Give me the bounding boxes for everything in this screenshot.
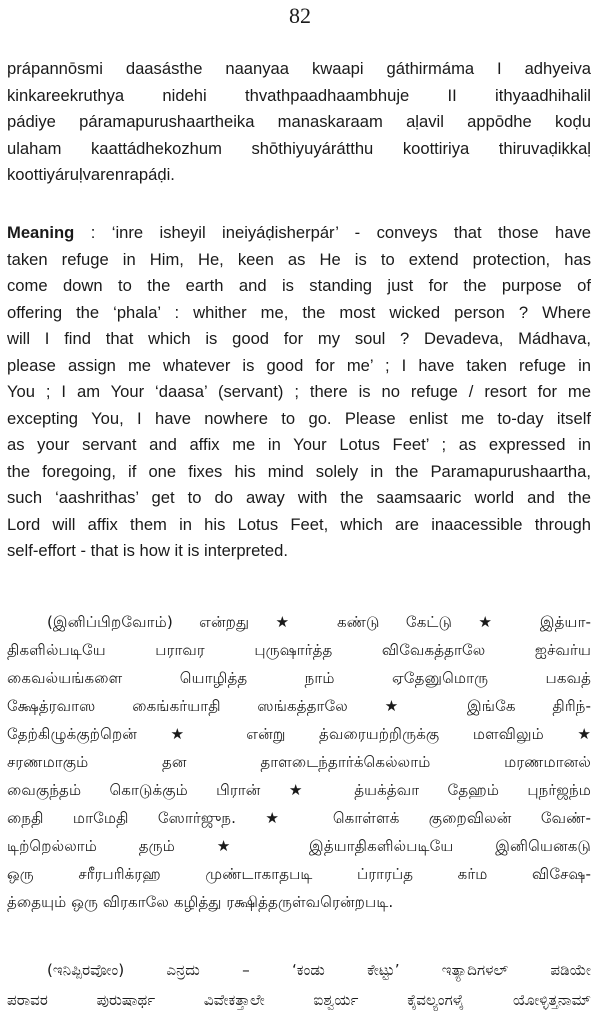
text-line: கைவல்யங்களை யொழித்த நாம் ஏதேனுமொரு பகவத் bbox=[7, 669, 591, 687]
text-line: offering the ‘phala’ : whither me, the most wicked person ? Where bbox=[7, 302, 591, 322]
text-line: வைகுந்தம் கொடுக்கும் பிரான் ★ த்யக்த்வா தேஹம் புநர்ஜந்ம bbox=[7, 781, 591, 799]
text-line: சரணமாகும் தன தாளடைந்தார்க்கெல்லாம் மரணமானல் bbox=[7, 753, 591, 771]
text-line: நைதி மாமேதி ஸோர்ஜுந. ★ கொள்ளக் குறைவிலன் வேண்- bbox=[7, 809, 591, 827]
text-line: such ‘aashrithas’ get to do away with the saamsaaric world and the bbox=[7, 488, 591, 507]
text-line: self-effort - that is how it is interpreted. bbox=[7, 541, 288, 560]
text-line: த்தையும் ஒரு விரகாலே கழித்து ரக்ஷித்தருள்வரென்றபடி. bbox=[7, 893, 394, 911]
text-line: koottiyáruḷvarenrapáḍi. bbox=[7, 165, 175, 184]
text-line: You ; I am Your ‘daasa’ (servant) ; there is no refuge / resort for me bbox=[7, 382, 591, 401]
page-number: 82 bbox=[289, 3, 311, 28]
text-line: prápannōsmi daasásthe naanyaa kwaapi gáthirmáma I adhyeiva bbox=[7, 59, 591, 78]
text-line: kinkareekruthya nidehi thvathpaadhaambhuje II ithyaadhihalil bbox=[7, 85, 591, 105]
text-line: taken refuge in Him, He, keen as He is to extend protection, has bbox=[7, 249, 591, 269]
text-line: டிற்றெல்லாம் தரும் ★ இத்யாதிகளில்படியே இனியெனகடு bbox=[7, 837, 591, 855]
text-line: திகளில்படியே பராவர புருஷார்த்த விவேகத்தாலே ஐச்வர்ய bbox=[7, 641, 591, 659]
text-line bbox=[7, 220, 591, 247]
meaning-label: Meaning bbox=[7, 223, 75, 242]
text-line: Lord will affix them in his Lotus Feet, which are inaacessible through bbox=[7, 514, 591, 534]
tamil-paragraph bbox=[7, 608, 591, 916]
text-line: தேற்கிழுக்குற்றென் ★ என்று த்வரையற்றிருக்கு மளவிலும் ★ bbox=[7, 725, 591, 743]
text-line: as your servant and affix me in Your Lotus Feet’ ; as expressed in bbox=[7, 435, 591, 454]
text-line: pádiye páramapurushaartheika manaskaraam aḷavil appōdhe koḍu bbox=[7, 112, 591, 131]
text-line: will I find that which is good for my soul ? Devadeva, Mádhava, bbox=[7, 329, 591, 348]
text-line: ulaham kaattádhekozhum shōthiyuyárátthu koottiriya thiruvaḍikkaḷ bbox=[7, 138, 591, 158]
text-line: (இனிப்பிறவோம்) என்றது ★ கண்டு கேட்டு ★ இத்யா- bbox=[47, 613, 591, 631]
text-line: please assign me whatever is good for me’ ; I have taken refuge in bbox=[7, 355, 591, 375]
meaning-paragraph bbox=[7, 220, 591, 565]
text-line: (ಇನಿಪ್ಪಿರವೋಂ) ಎನ್ರದು – ‘ಕಂಡು ಕೇಟ್ಟು’ ಇತ್ಯಾದಿಗಳಲ್ ಪಡಿಯೇ bbox=[47, 961, 591, 979]
text-line: ஒரு சரீரபரிக்ரஹ முண்டாகாதபடி ப்ராரப்த கர்ம விசேஷ- bbox=[7, 865, 591, 883]
kannada-paragraph bbox=[7, 955, 591, 1015]
meaning-first-line-text: : ‘inre isheyil ineiyáḍisherpár’ - conveys that those have bbox=[74, 223, 591, 242]
text-line: க்ஷேத்ரவாஸ கைங்கர்யாதி ஸங்கத்தாலே ★ இங்கே திரிந்- bbox=[7, 697, 591, 715]
text-line: excepting You, I have nowhere to go. Please enlist me to-day itself bbox=[7, 408, 591, 428]
text-line: come down to the earth and is standing just for the purpose of bbox=[7, 276, 591, 295]
text-line: ಪರಾವರ ಪುರುಷಾರ್ಥ ವಿವೇಕತ್ತಾಲೇ ಐಶ್ವರ್ಯ ಕೈವಲ್ಯಂಗಳೈ ಯೋಳ್ಳಿತ್ತನಾಮ್ bbox=[7, 991, 591, 1009]
transliteration-paragraph bbox=[7, 56, 591, 189]
text-line: the foregoing, if one fixes his mind solely in the Paramapurushaartha, bbox=[7, 461, 591, 481]
